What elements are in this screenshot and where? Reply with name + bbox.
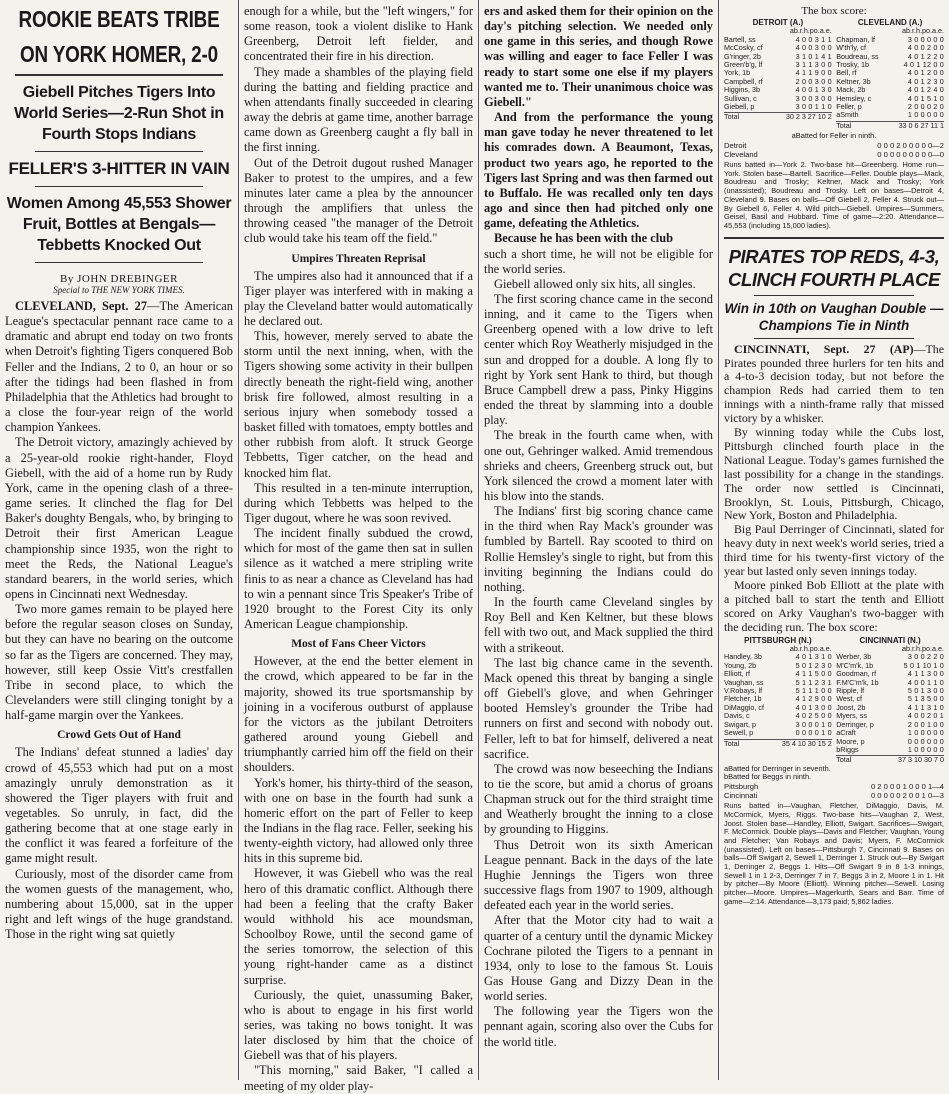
- article-paragraph: The crowd was now beseeching the Indians to tie the score, but amid a chorus of groans Chapman struck out for the third straight time and Weatherly brought the inning to a close by grounding to Higgins.: [484, 761, 713, 837]
- player-stats: 4 0 1 2 0 0: [907, 68, 944, 78]
- player-name: Myers, ss: [836, 711, 867, 721]
- article-paragraph: such a short time, he will not be eligible for the world series.: [484, 246, 713, 276]
- article-paragraph: ers and asked them for their opinion on the day's pitching selection. We needed only one game in this series, and though Rowe was willing and eager to face Feller I was ready to start some one else if my players wanted me to. Their unanimous choice was Giebell.": [484, 4, 713, 109]
- article-paragraph: Two more games remain to be played here before the regular season closes on Sunday, but they can have no bearing on the outcome so far as the Tigers are concerned. They may, however, still keep Ossie Vitt's crestfallen Tribe in second place, to which the Clevelanders were still clinging tonight by a half-game margin over the Yankees.: [5, 602, 233, 723]
- article-paragraph: Giebell allowed only six hits, all singles.: [494, 276, 696, 291]
- player-name: Sewell, p: [724, 728, 754, 738]
- player-name: Young, 2b: [724, 660, 757, 670]
- player-stats: 4 1 1 5 0 0: [795, 669, 832, 679]
- player-stats: 3 0 0 1 1 0: [795, 102, 832, 112]
- player-name: Moore, p: [836, 736, 865, 746]
- box-note: aBatted for Feller in ninth.: [791, 131, 877, 141]
- article-paragraph: Moore pinked Bob Elliott at the plate with a pitched ball to start the tenth and Elliott scored on Arky Vaughan's two-bagger with the deciding run. The box score:: [724, 578, 944, 634]
- player-stats: 5 0 1 2 3 0: [795, 660, 832, 670]
- divider: [724, 237, 944, 239]
- player-name: Bell, rf: [836, 68, 857, 78]
- player-stats: 4 0 2 5 0 0: [795, 711, 832, 721]
- player-stats: 2 0 0 0 2 0: [907, 102, 944, 112]
- player-name: York, 1b: [724, 68, 751, 78]
- article-paragraph: "This morning," said Baker, "I called a meeting of my older play-: [244, 1063, 473, 1093]
- subheading: Crowd Gets Out of Hand: [57, 729, 181, 742]
- player-name: Trosky, 1b: [836, 60, 869, 70]
- player-stats: 3 0 0 3 0 0: [795, 93, 832, 103]
- player-name: aCraft: [836, 728, 856, 738]
- article-paragraph: They made a shambles of the playing field during the batting and fielding practice and when attendants finally succeeded in clearing away the debris at game time, another barrage came down as Greenberg caught a fly ball in the first inning.: [244, 64, 473, 155]
- article-paragraph: By winning today while the Cubs lost, Pittsburgh clinched fourth place in the National League. Today's games furnished the last possibility for a change in the standings. The order now settled is Cincinnati, Brooklyn, St. Louis, Pittsburgh, Chicago, New York, Boston and Philadelphia.: [724, 425, 944, 523]
- player-rows: [724, 36, 832, 112]
- column-1: [0, 0, 238, 1080]
- player-stats: 4 0 0 2 0 0: [907, 43, 944, 53]
- box-score-detroit-cleveland: [724, 19, 944, 130]
- article-paragraph: The Indians' first big scoring chance came in the third when Ray Mack's grounder was fumbled by Bartell. Ray scooted to third on Rollie Hemsley's single to right, but from this inviting beginning the Indians could do nothing.: [484, 504, 713, 594]
- player-name: W'th'ly, cf: [836, 43, 866, 53]
- player-name: Fletcher, 1b: [724, 694, 762, 704]
- article-paragraph: And from the performance the young man gave today he never threatened to let his comrades down. A Beaumont, Texas, product two years ago, he reported to the Tigers last Spring and was then farmed out to Buffalo. He was recalled only ten days ago and since then had pitched only one game, defeating the Athletics.: [484, 110, 713, 231]
- player-stats: 4 0 0 1 3 0: [795, 85, 832, 95]
- team-cincinnati: [836, 637, 944, 765]
- dateline: CLEVELAND, Sept. 27: [15, 299, 148, 313]
- headline-line-1: ROOKIE BEATS TRIBE: [18, 6, 220, 32]
- player-name: Bartell, ss: [724, 34, 756, 44]
- player-name: Vaughan, ss: [724, 677, 764, 687]
- team-name: PITTSBURGH (N.): [744, 635, 812, 645]
- deck-2: FELLER'S 3-HITTER IN VAIN: [8, 159, 230, 178]
- player-stats: 4 0 0 3 1 1: [795, 34, 832, 44]
- table-row: [724, 103, 832, 111]
- box-score-title: The box score:: [801, 5, 867, 17]
- player-stats: 4 0 0 2 0 1: [907, 711, 944, 721]
- box-score-pittsburgh-cincinnati: [724, 637, 944, 765]
- player-stats: 5 1 1 1 0 0: [795, 686, 832, 696]
- player-name: West, cf: [836, 694, 863, 704]
- player-stats: 4 1 2 9 0 0: [795, 694, 832, 704]
- player-stats: 4 1 1 3 0 0: [907, 669, 944, 679]
- player-rows: [836, 653, 944, 754]
- player-name: Campbell, rf: [724, 76, 763, 86]
- article-paragraph: The break in the fourth came when, with one out, Gehringer walked. Amid tremendous shrieks and cheers, Greenberg struck out, but York silenced the crowd a moment later with his blow into the stands.: [484, 428, 713, 503]
- article-paragraph: The Indians' defeat stunned a ladies' day crowd of 45,553 which had put on a most amazingly unruly demonstration as it showered the Tiger players with fruit and vegetables. So unruly, in fact, did the gathering become that at one stage early in the conflict it was feared a forfeiture of the game might result.: [5, 745, 233, 866]
- player-name: McCosky, cf: [724, 43, 763, 53]
- team-pittsburgh: [724, 637, 832, 765]
- article-paragraph: CINCINNATI, Sept. 27 (AP)—The Pirates pounded three hurlers for ten hits and a 4-to-3 decision today, but not before the champion Reds had carried them to ten innings with a ninth-frame rally that missed victory by a whisker.: [724, 341, 944, 426]
- dateline: CINCINNATI, Sept. 27 (AP): [734, 341, 914, 356]
- player-stats: 4 0 1 3 1 0: [795, 652, 832, 662]
- article-paragraph: This resulted in a ten-minute interruption, during which Tebbetts was helped to the Tiger dugout, where he was soon revived.: [244, 480, 473, 525]
- deck-2: Win in 10th on Vaughan Double —Champions Tie in Ninth: [724, 300, 944, 333]
- table-row: [836, 111, 944, 119]
- player-stats: 4 1 1 9 0 0: [795, 68, 832, 78]
- headline-2: PIRATES TOP REDS, 4-3, CLINCH FOURTH PLACE: [728, 245, 940, 290]
- article-paragraph: The last big chance came in the seventh. Mack opened this threat by banging a single off Giebell's glove, and when Gehringer booted Hemsley's grounder the Tribe had runners on first and second with nobody out. Feller, left to bat for himself, delivered a neat sacrifice.: [484, 655, 713, 761]
- article-paragraph: The following year the Tigers won the pennant again, scoring also over the Cubs for the world title.: [484, 1004, 713, 1049]
- player-name: Elliott, rf: [724, 669, 750, 679]
- total-row: Total 35 4 10 30 15 2: [724, 738, 832, 748]
- player-name: aSmith: [836, 110, 859, 120]
- player-name: DiMaggio, cf: [724, 702, 764, 712]
- player-stats: 4 0 1 5 1 0: [907, 93, 944, 103]
- deck-1: Giebell Pitches Tigers Into World Series—2-Run Shot in Fourth Stops Indians: [14, 84, 224, 143]
- total-row: Total 37 3 10 30 7 0: [836, 755, 944, 765]
- box-summary: Runs batted in—York 2. Two-base hit—Greenberg. Home run—York. Stolen base—Bartell. Sacrifice—Feller. Double plays—Mack, Boudreau and Trosky; Keltner, Mack and Trosky; York (unassisted); Boudreau and Trosky. Left on bases—Detroit 4, Cleveland 9. Bases on balls—Off Giebell 2, Feller 4. Struck out—By Giebell 6, Feller 4. Wild pitch—Giebell. Umpires—Summers, Geisel, Basil and Hubbard. Time of game—2:20. Attendance—45,553 (including 15,000 ladies).: [724, 159, 944, 230]
- headline-line-2: ON YORK HOMER, 2-0: [20, 41, 218, 67]
- column-header: ab.r.h.po.a.e.: [902, 26, 944, 36]
- article-paragraph: Out of the Detroit dugout rushed Manager Baker to protest to the umpires, and a few minutes later came a plea by the announcer through the amplifiers that unless the throwing ceased "the manager of the Detroit club would take his team off the field.": [244, 155, 473, 246]
- team-name: CINCINNATI (N.): [859, 635, 921, 645]
- player-stats: 4 0 0 1 1 0: [907, 677, 944, 687]
- player-name: Higgins, 3b: [724, 85, 760, 95]
- player-name: F.M'C'm'k, 1b: [836, 677, 879, 687]
- player-stats: 3 0 0 0 1 0: [795, 719, 832, 729]
- table-row: [724, 729, 832, 737]
- player-stats: 4 0 1 3 0 0: [795, 702, 832, 712]
- player-name: Derringer, p: [836, 719, 874, 729]
- divider: [754, 338, 914, 339]
- player-stats: 3 1 0 1 4 1: [795, 51, 832, 61]
- article-paragraph: This, however, merely served to abate the storm until the next inning, when, with the Tigers showing some activity in their bullpen directly beneath the right-field wing, another brisk fire followed, almost resulting in a serious injury when somebody tossed a basket filled with tomatoes, empty bottles and other rubbish from aloft. It struck George Tebbetts, Tiger catcher, on the head and knocked him flat.: [244, 329, 473, 480]
- player-name: Sullivan, c: [724, 93, 757, 103]
- divider: [35, 262, 203, 263]
- article-paragraph: In the fourth came Cleveland singles by Roy Bell and Ken Keltner, but these blows fell with two out, and Mack supplied the third with a strikeout.: [484, 595, 713, 655]
- table-row: [836, 746, 944, 754]
- player-stats: 4 1 1 3 1 0: [907, 702, 944, 712]
- player-stats: 0 0 0 0 0 0: [907, 736, 944, 746]
- player-stats: 5 0 1 3 0 0: [907, 686, 944, 696]
- player-name: Keltner, 3b: [836, 76, 871, 86]
- team-cleveland: [836, 19, 944, 130]
- player-name: Handley, 3b: [724, 652, 762, 662]
- player-name: M'C'm'k, 1b: [836, 660, 874, 670]
- article-paragraph: The first scoring chance came in the second inning, and it came to the Tigers when Greenberg opened with a low drive to left center which Roy Weatherly misjudged in the sun and dropped for a double. A long fly to right by York sent Hank to third, but though Bruce Campbell drew a pass, Pinky Higgins ended the threat by slamming into a double play.: [484, 291, 713, 428]
- line-score: Pittsburgh 0 2 0 0 0 1 0 0 0 1—4: [724, 782, 944, 792]
- article-paragraph: Curiously, the quiet, unassuming Baker, who is about to engage in his first world series, was taking no bows tonight. It was later disclosed by him that the choice of Giebell was that of his players.: [244, 987, 473, 1063]
- player-stats: 2 0 0 1 0 0: [907, 719, 944, 729]
- divider: [35, 186, 203, 187]
- player-stats: 1 0 0 0 0 0: [907, 728, 944, 738]
- player-name: Mack, 2b: [836, 85, 866, 95]
- divider: [15, 74, 223, 76]
- article-paragraph: enough for a while, but the "left wingers," for some reason, took a violent dislike to Hank Greenberg, Detroit left fielder, and concentrated their fire in his direction.: [244, 4, 473, 64]
- player-name: G'ringer, 2b: [724, 51, 761, 61]
- player-name: Green'b'g, lf: [724, 60, 763, 70]
- player-stats: 4 0 0 3 0 0: [795, 43, 832, 53]
- line-score: Cincinnati 0 0 0 0 0 2 0 0 1 0—3: [724, 791, 944, 801]
- player-rows: [724, 653, 832, 737]
- total-row: Total 30 2 3 27 10 2: [724, 112, 832, 122]
- article-paragraph: The incident finally subdued the crowd, which for most of the game then sat in sullen silence as it watched a mere stripling write finis to as near a chance as Cleveland has had to win a pennant since Tris Speaker's Tribe of 1920 brought to the Forest City its only American League championship.: [244, 526, 473, 632]
- player-stats: 3 0 0 0 0 0: [907, 34, 944, 44]
- player-stats: 2 0 0 3 0 0: [795, 76, 832, 86]
- article-paragraph: Curiously, most of the disorder came from the women guests of the management, who, numbering about 15,000, sat in the upper right and left wings of the huge grandstand. Those in the right wing sat quietly: [5, 866, 233, 942]
- player-stats: 4 0 1 2 4 0: [907, 85, 944, 95]
- divider: [754, 295, 914, 296]
- article-paragraph: Thus Detroit won its sixth American League pennant. Back in the days of the late Hughie Jennings the Tigers won three successive flags from 1907 to 1909, although defeated each year in the world series.: [484, 837, 713, 913]
- player-stats: 5 1 3 5 0 0: [907, 694, 944, 704]
- player-name: Giebell, p: [724, 102, 755, 112]
- column-2: [238, 0, 478, 1093]
- player-rows: [836, 36, 944, 120]
- team-name: CLEVELAND (A.): [857, 18, 923, 27]
- player-name: Boudreau, ss: [836, 51, 879, 61]
- column-header: ab.r.h.po.a.e.: [789, 26, 832, 36]
- box-note: bBatted for Beggs in ninth.: [724, 772, 812, 782]
- article-paragraph: After that the Motor city had to wait a quarter of a century until the dynamic Mickey Cochrane piloted the Tigers to a pennant in 1934, only to lose to the famous St. Louis Gas House Gang and Dizzy Dean in the world series.: [484, 913, 713, 1004]
- player-name: Chapman, lf: [836, 34, 875, 44]
- player-name: Goodman, rf: [836, 669, 877, 679]
- player-name: Swigart, p: [724, 719, 756, 729]
- article-paragraph: The Detroit victory, amazingly achieved by a 25-year-old rookie right-hander, Floyd Giebell, with the aid of a home run by Rudy York, came in the opening clash of a three-game series. It clinched the flag for Del Baker's doughty Bengals, who, by bringing to Detroit their first American League championship since 1935, won the right to meet the Reds, the National League's standard bearers, in the world series, which opens in Cincinnati next Wednesday.: [5, 435, 233, 601]
- player-stats: 4 0 1 2 3 0: [907, 76, 944, 86]
- team-name: DETROIT (A.): [752, 18, 804, 27]
- player-stats: 0 0 0 0 1 0: [795, 728, 832, 738]
- column-3: [478, 0, 718, 1080]
- player-stats: 5 1 1 2 3 1: [795, 677, 832, 687]
- column-header: ab.r.h.po.a.e.: [902, 644, 944, 654]
- box-note: aBatted for Derringer in seventh.: [724, 763, 831, 773]
- divider: [35, 151, 203, 152]
- player-name: Hemsley, c: [836, 93, 872, 103]
- article-paragraph: CLEVELAND, Sept. 27—The American League's spectacular pennant race came to a dramatic and abrupt end today on two fronts when Detroit's fighting Tigers conquered Bob Feller and the Indians, 2 to 0, an hour or so after the tidings had been flashed in from Philadelphia that the Athletics had brought to a close the four-year reign of the world champion Yankees.: [5, 299, 233, 435]
- subheading: Umpires Threaten Reprisal: [291, 252, 426, 265]
- total-row: Total 33 0 6 27 11 1: [836, 120, 944, 130]
- box-summary: Runs batted in—Vaughan, Fletcher, DiMaggio, Davis, M. McCormick, Myers, Riggs. Two-base hits—Vaughan 2, West, Joost. Stolen base—Handley, Elliott, Swigart. Sacrifices—Swigart, F. McCormick. Double plays—Davis and Fletcher; Vaughan, Young and Fletcher; Van Robays and Davis; Myers, F. McCormick (unassisted). Left on bases—Pittsburgh 7, Cincinnati 9. Bases on balls—Off Swigart 2, Sewell 1, Derringer 1. Struck out—By Swigart 1, Derringer 2, Beggs 1. Hits—Off Swigart 9 in 8 1-3 innings, Sewell 1 in 1 2-3, Derringer 7 in 7, Beggs 3 in 2, Moore 1 in 1. Hit by pitcher—By Moore (Elliott). Winning pitcher—Sewell. Losing pitcher—Moore. Umpires—Magerkurth, Sears and Barr. Time of game—2:14. Attendance—3,173 paid; 5,862 ladies.: [724, 801, 944, 906]
- line-score: Detroit 0 0 0 2 0 0 0 0 0—2: [724, 140, 944, 150]
- player-name: bRiggs: [836, 744, 859, 754]
- article-paragraph: Because he has been with the club: [494, 231, 673, 246]
- line-score: Cleveland 0 0 0 0 0 0 0 0 0—0: [724, 149, 944, 159]
- team-detroit: [724, 19, 832, 130]
- article-paragraph: Big Paul Derringer of Cincinnati, slated for heavy duty in next week's world series, tried a third time for his twenty-first victory of the year but lasted only seven innings today.: [724, 522, 944, 579]
- column-4: [718, 0, 949, 1080]
- player-name: V.Robays, lf: [724, 686, 763, 696]
- player-stats: 4 0 1 12 0 0: [903, 60, 944, 70]
- player-stats: 4 0 1 2 2 0: [907, 51, 944, 61]
- player-name: Werber, 3b: [836, 652, 872, 662]
- column-header: ab.r.h.po.a.e.: [789, 644, 832, 654]
- player-name: Feller, p: [836, 102, 862, 112]
- player-name: Ripple, lf: [836, 686, 865, 696]
- player-stats: 5 0 1 10 1 0: [903, 660, 944, 670]
- player-name: Joost, 2b: [836, 702, 866, 712]
- subheading: Most of Fans Cheer Victors: [291, 638, 426, 651]
- article-paragraph: However, it was Giebell who was the real hero of this dramatic conflict. Although there had been a feeling that the crafty Baker would withhold his ace moundsman, Schoolboy Rowe, until the second game of the series tomorrow, the selection of this young right-hander came as a distinct surprise.: [244, 866, 473, 987]
- player-stats: 1 0 0 0 0 0: [907, 110, 944, 120]
- article-paragraph: York's homer, his thirty-third of the season, with one on base in the fourth had sunk a homeric effort on the part of Feller to keep the Indians in the flag race. Feller, seeking his twenty-eighth victory, had allowed only three hits in this supreme bid.: [244, 775, 473, 866]
- player-name: Davis, c: [724, 711, 750, 721]
- player-stats: 3 0 0 2 2 0: [907, 652, 944, 662]
- article-paragraph: The umpires also had it announced that if a Tiger player was interfered with in making a play the Cleveland batter would automatically he declared out.: [244, 268, 473, 328]
- byline: By JOHN DREBINGER: [60, 273, 178, 285]
- article-paragraph: However, at the end the better element in the crowd, which appeared to be far in the majority, showed its true sportsmanship by joining in a vociferous outburst of applause for the victors as the jubilant Detroiters gathered around young Giebell and triumphantly carried him off the field on their shoulders.: [244, 654, 473, 775]
- special-credit: Special to THE NEW YORK TIMES.: [53, 285, 185, 295]
- player-stats: 1 0 0 0 0 0: [907, 744, 944, 754]
- player-stats: 3 1 1 3 0 0: [795, 60, 832, 70]
- deck-3: Women Among 45,553 Shower Fruit, Bottles at Bengals—Tebbetts Knocked Out: [6, 195, 232, 254]
